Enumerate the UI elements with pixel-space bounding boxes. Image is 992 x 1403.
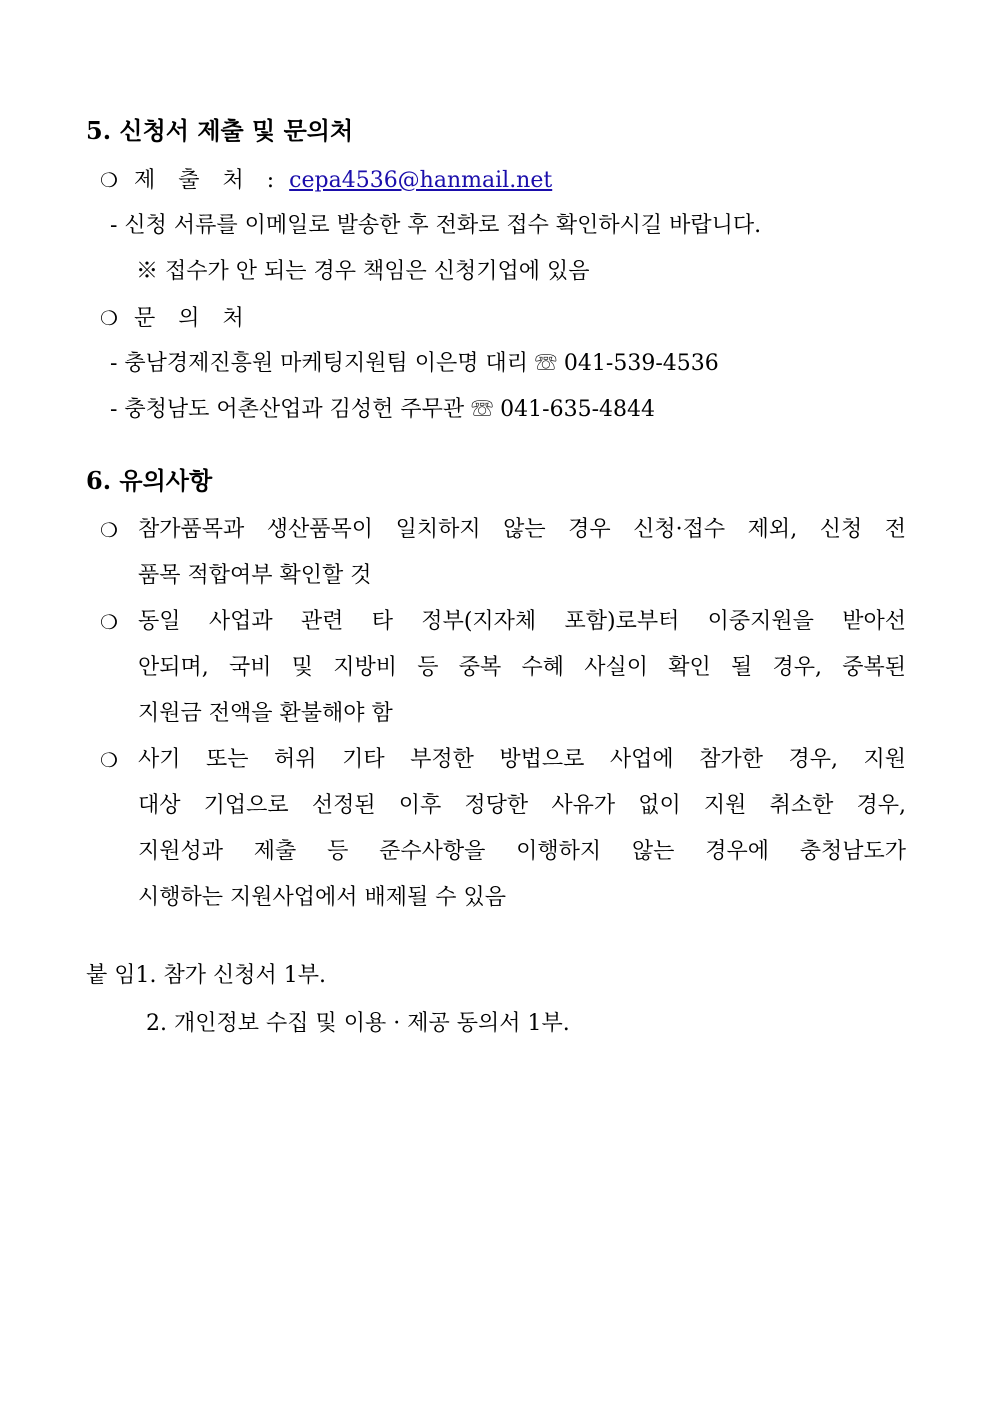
notice-3-line-4: 시행하는 지원사업에서 배제될 수 있음 [138,885,507,910]
submit-label: 제 출 처 : [134,168,283,193]
notice-bullet-2 [100,608,134,637]
notice-bullet-1 [100,516,134,545]
attachment-item-1: 1. 참가 신청서 1부. [135,963,326,988]
attachment-row-1 [86,962,326,990]
notice-bullet-3 [100,746,134,775]
attachment-item-2: 2. 개인정보 수집 및 이용 · 제공 동의서 1부. [146,1011,570,1036]
circle-bullet-icon: ❍ [100,610,118,634]
section6-heading: 6. 유의사항 [86,466,213,495]
circle-bullet-icon: ❍ [100,748,118,772]
notice-2-line-1: 동일 사업과 관련 타 정부(지자체 포함)로부터 이중지원을 받아선 [138,609,906,634]
notice-3-line-3: 지원성과 제출 등 준수사항을 이행하지 않는 경우에 충청남도가 [138,839,906,864]
notice-3-line-1: 사기 또는 허위 기타 부정한 방법으로 사업에 참가한 경우, 지원 [138,747,906,772]
contact-1: - 충남경제진흥원 마케팅지원팀 이은명 대리 ☏ 041-539-4536 [110,351,719,376]
notice-1-line-2: 품목 적합여부 확인할 것 [138,563,372,588]
circle-bullet-icon: ❍ [100,168,118,192]
notice-2-line-2: 안되며, 국비 및 지방비 등 중복 수혜 사실이 확인 될 경우, 중복된 [138,655,906,680]
contact-2: - 충청남도 어촌산업과 김성헌 주무관 ☏ 041-635-4844 [110,397,656,422]
inquiry-label: 문 의 처 [134,306,252,331]
submit-warning: ※ 접수가 안 되는 경우 책임은 신청기업에 있음 [136,259,590,284]
submit-email-link[interactable]: cepa4536@hanmail.net [289,168,553,193]
submit-note: - 신청 서류를 이메일로 발송한 후 전화로 접수 확인하시길 바랍니다. [110,213,762,238]
inquiry-row [100,304,252,333]
circle-bullet-icon: ❍ [100,518,118,542]
notice-2-line-3: 지원금 전액을 환불해야 함 [138,701,393,726]
notice-3-line-2: 대상 기업으로 선정된 이후 정당한 사유가 없이 지원 취소한 경우, [138,793,906,818]
circle-bullet-icon: ❍ [100,306,118,330]
submit-row [100,166,552,195]
attachment-label: 붙 임 [86,963,136,988]
section5-heading: 5. 신청서 제출 및 문의처 [86,116,354,145]
notice-1-line-1: 참가품목과 생산품목이 일치하지 않는 경우 신청·접수 제외, 신청 전 [138,517,906,542]
